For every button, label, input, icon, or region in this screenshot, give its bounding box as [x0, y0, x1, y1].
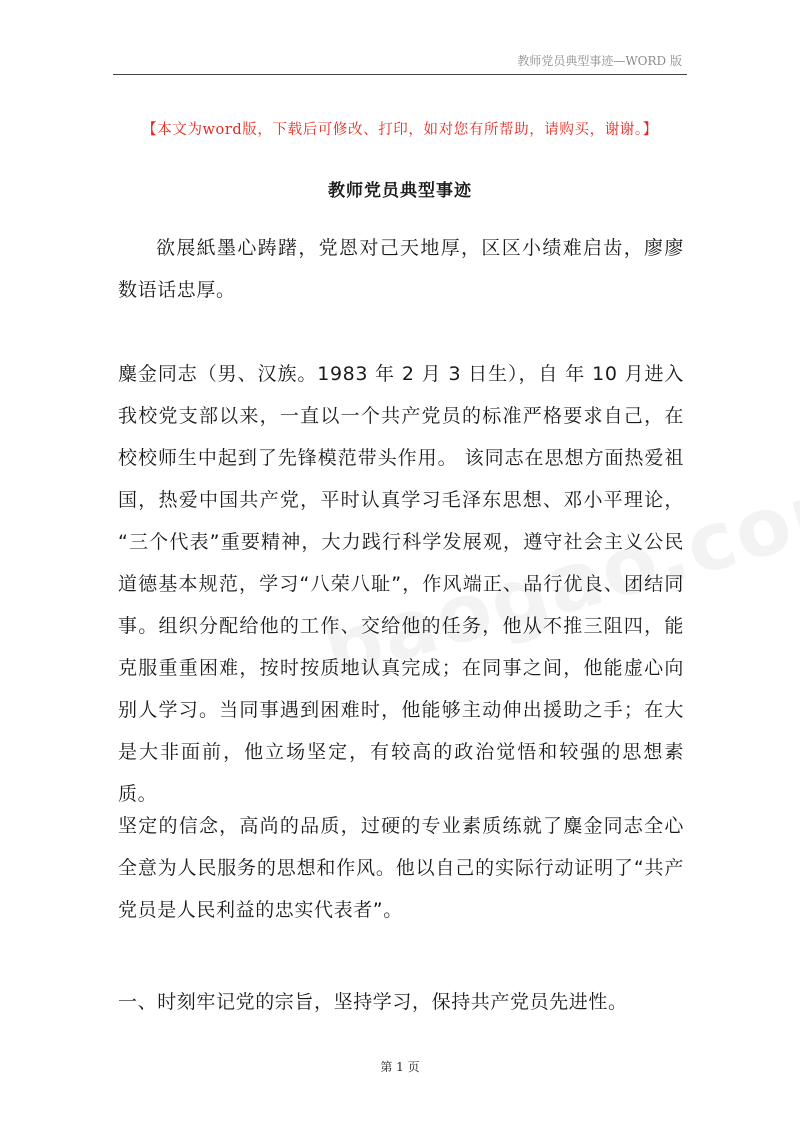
header-divider — [113, 74, 687, 75]
document-title: 教师党员典型事迹 — [328, 181, 472, 201]
page-header-title: 教师党员典型事迹—WORD 版 — [517, 54, 682, 68]
paragraph-belief: 坚定的信念，高尚的品质，过硬的专业素质练就了麋金同志全心全意为人民服务的思想和作风。他以自己的实际行动证明了“共产党员是人民利益的忠实代表者”。 — [118, 815, 684, 921]
paragraph-profile: 麋金同志（男、汉族。1983 年 2 月 3 日生），自 年 10 月进入我校党支部以来，一直以一个共产党员的标准严格要求自己，在校校师生中起到了先锋模范带头作用。 该同志在思想方面热爱祖国，热爱中国共产党，平时认真学习毛泽东思想、邓小平理论， “三个代表”重要精神，大力践行科学发展观，遵守社会主义公民道德基本规范，学习“八荣八耻”，作风端正、品行优良、团结同事。组织分配给他的工作、交给他的任务，他从不推三阻四，能克服重重困难，按时按质地认真完成；在同事之间，他能虚心向别人学习。当同事遇到困难时，他能够主动伸出援助之手；在大是大非面前，他立场坚定，有较高的政治觉悟和较强的思想素质。 — [118, 363, 684, 805]
page-number: 第 1 页 — [380, 1060, 420, 1074]
section-heading-one: 一、时刻牢记党的宗旨，坚持学习，保持共产党员先进性。 — [118, 991, 628, 1013]
purchase-notice: 【本文为word版，下载后可修改、打印，如对您有所帮助，请购买，谢谢。】 — [142, 122, 658, 138]
paragraph-intro: 欲展紙墨心踌躇，党恩对己天地厚，区区小绩难启齿，廖廖数语话忠厚。 — [118, 237, 684, 301]
